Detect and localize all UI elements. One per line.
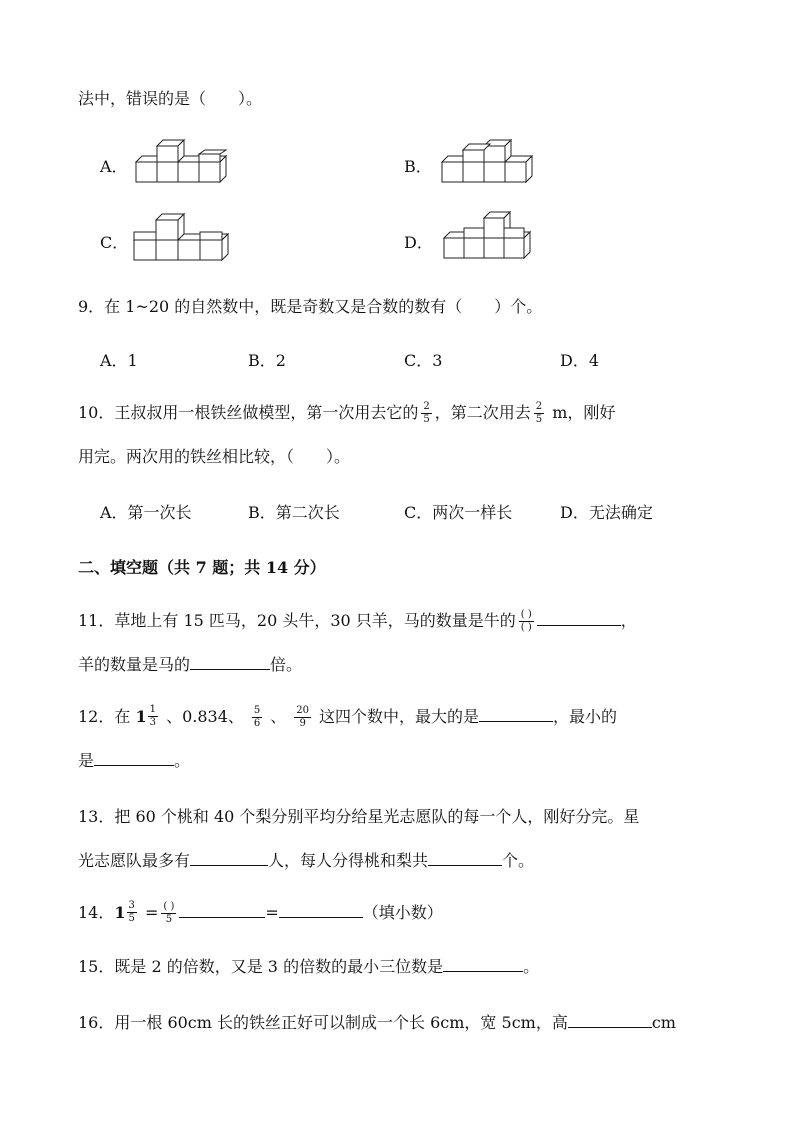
q11-line2-text: 羊的数量是马的: [78, 655, 191, 674]
q14-part1: 14．: [78, 903, 115, 922]
cube-figure-d: [436, 210, 532, 262]
q11-part2: ，: [620, 611, 637, 630]
q14-fraction: [161, 902, 176, 925]
q10-fraction-2-denominator: 5: [535, 414, 543, 425]
q11-answer-blank-2[interactable]: [190, 655, 270, 670]
q10-option-b[interactable]: B．第二次长: [248, 503, 340, 522]
q12-part3: 、: [270, 707, 287, 726]
q12-answer-blank-1[interactable]: [479, 707, 553, 722]
q9-text: 9．在 1~20 的自然数中，既是奇数又是合数的数有（ ）个。: [78, 297, 543, 316]
q10-part2: ，第二次用去: [434, 403, 531, 422]
q8-tail: 法中，错误的是（ ）。: [78, 89, 263, 108]
q10-fraction-2: [534, 402, 544, 425]
q10-option-d[interactable]: D．无法确定: [560, 503, 653, 522]
q11-line2-tail: 倍。: [270, 655, 303, 674]
q9-option-c[interactable]: C．3: [404, 351, 443, 370]
q9-option-a[interactable]: A．1: [100, 351, 138, 370]
q12-part5: ，最小的: [553, 707, 618, 726]
q13-answer-blank-1[interactable]: [190, 851, 268, 866]
q8-option-d[interactable]: D．: [404, 233, 433, 252]
q14-equals-1: =: [144, 903, 159, 922]
q14-mixed-whole: 1: [114, 903, 126, 922]
q8-option-a[interactable]: A．: [100, 157, 128, 176]
q14-equals-2: =: [265, 903, 279, 922]
q11-fraction-denominator: ( ): [520, 622, 532, 633]
q15-part1: 15．既是 2 的倍数，又是 3 的倍数的最小三位数是: [78, 957, 444, 976]
q14-answer-blank-2[interactable]: [279, 903, 363, 918]
q13-line2: [78, 848, 534, 871]
q14-answer-blank-1[interactable]: [179, 903, 265, 918]
cube-figure-b: [438, 138, 534, 186]
q13-line2-tail: 个。: [502, 851, 535, 870]
q16-line: [78, 1010, 676, 1033]
q16-part2: cm: [651, 1013, 676, 1032]
q15-answer-blank[interactable]: [443, 957, 523, 972]
q12-fraction-3-denominator: 9: [299, 718, 306, 729]
q12-fraction-2-denominator: 6: [253, 718, 261, 729]
q11-fraction-numerator: ( ): [520, 609, 532, 620]
q12-fraction-3: [294, 706, 311, 729]
q13-line2-middle: 人，每人分得桃和梨共: [268, 851, 429, 870]
q13-line1: 13．把 60 个桃和 40 个梨分别平均分给星光志愿队的每一个人，刚好分完。星: [78, 807, 640, 826]
q10-fraction-2-numerator: 2: [535, 401, 543, 412]
q15-part2: 。: [523, 957, 540, 976]
q14-mixed-denominator: 5: [128, 913, 135, 924]
q10-part1: 10．王叔叔用一根铁丝做模型，第一次用去它的: [78, 403, 419, 422]
q12-answer-blank-2[interactable]: [94, 751, 174, 766]
q14-part2: （填小数）: [362, 903, 443, 922]
cube-figure-c: [130, 212, 236, 264]
q12-fraction-3-numerator: 20: [296, 705, 310, 716]
q13-answer-blank-2[interactable]: [428, 851, 502, 866]
q10-fraction-1-denominator: 5: [423, 414, 430, 425]
q10-fraction-1: [421, 402, 431, 425]
q10-fraction-1-numerator: 2: [423, 401, 430, 412]
q12-line2-text: 是: [78, 751, 95, 770]
q12-fraction-2: [252, 706, 262, 729]
q16-answer-blank[interactable]: [568, 1013, 652, 1028]
q8-option-b[interactable]: B．: [404, 157, 432, 176]
section-heading-fill-in: 二、填空题（共 7 题；共 14 分）: [78, 558, 326, 577]
q12-part4: 这四个数中，最大的是: [319, 707, 480, 726]
q10-option-a[interactable]: A．第一次长: [100, 503, 192, 522]
q12-mixed-whole: 1: [135, 707, 147, 726]
q11-answer-blank-1[interactable]: [537, 611, 621, 626]
q13-line2-text: 光志愿队最多有: [78, 851, 191, 870]
q10-part3: m，刚好: [552, 403, 616, 422]
q12-mixed-denominator: 3: [149, 717, 156, 728]
q11-line1: [78, 608, 637, 633]
q14-fraction-numerator: ( ): [163, 901, 175, 912]
q14-mixed-number: [114, 901, 140, 924]
q10-line2: 用完。两次用的铁丝相比较，（ ）。: [78, 447, 351, 466]
q14-fraction-denominator: 5: [165, 914, 173, 925]
q12-mixed-number: [135, 705, 161, 728]
q10-option-c[interactable]: C．两次一样长: [404, 503, 513, 522]
q16-part1: 16．用一根 60cm 长的铁丝正好可以制成一个长 6cm，宽 5cm，高: [78, 1013, 568, 1032]
q12-line2-tail: 。: [174, 751, 191, 770]
q11-line2: [78, 652, 302, 675]
q11-part1: 11．草地上有 15 匹马，20 头牛，30 只羊，马的数量是牛的: [78, 611, 516, 630]
q12-mixed-numerator: 1: [149, 704, 156, 715]
q14-line: [78, 900, 443, 925]
q10-line1: [78, 400, 615, 425]
q8-option-c[interactable]: C．: [100, 233, 129, 252]
q12-fraction-2-numerator: 5: [253, 705, 261, 716]
q12-line2: [78, 748, 190, 771]
q9-option-d[interactable]: D．4: [560, 351, 600, 370]
q14-mixed-numerator: 3: [128, 900, 135, 911]
q9-option-b[interactable]: B．2: [248, 351, 286, 370]
q15-line: [78, 954, 539, 977]
q12-line1: [78, 704, 617, 729]
q12-part2: 、0.834、: [166, 707, 244, 726]
cube-figure-a: [132, 140, 228, 186]
q12-part1: 12．在: [78, 707, 131, 726]
q11-fraction: [519, 610, 534, 633]
